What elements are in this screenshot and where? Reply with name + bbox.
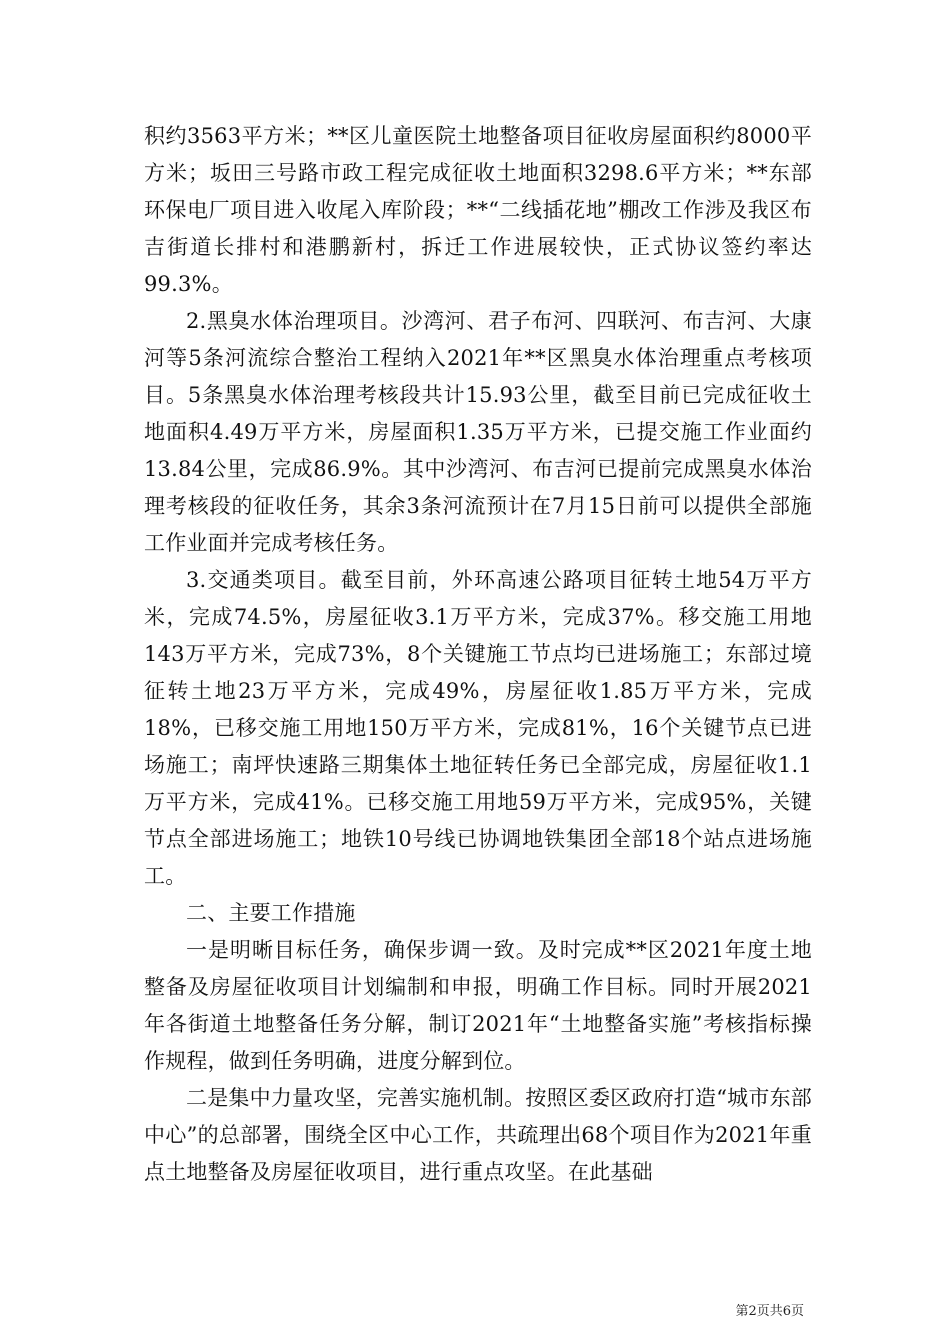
paragraph-measure-two: 二是集中力量攻坚，完善实施机制。按照区委区政府打造“城市东部中心”的总部署，围绕全区中心工作，共疏理出68个项目作为2021年重点土地整备及房屋征收项目，进行重点攻坚。在此基础 (144, 1086, 812, 1184)
page-number-footer: 第2页共6页 (735, 1304, 804, 1319)
paragraph-continuation: 积约3563平方米；**区儿童医院土地整备项目征收房屋面积约8000平方米；坂田三号路市政工程完成征收土地面积3298.6平方米；**东部环保电厂项目进入收尾入库阶段；**“二线插花地”棚改工作涉及我区布吉街道长排村和港鹏新村，拆迁工作进展较快，正式协议签约率达99.3%。 (144, 124, 812, 296)
paragraph-measure-one: 一是明晰目标任务，确保步调一致。及时完成**区2021年度土地整备及房屋征收项目计划编制和申报，明确工作目标。同时开展2021年各街道土地整备任务分解，制订2021年“土地整备实施”考核指标操作规程，做到任务明确，进度分解到位。 (144, 938, 812, 1073)
section-heading-main-measures: 二、主要工作措施 (186, 901, 356, 925)
paragraph-transport-projects: 3.交通类项目。截至目前，外环高速公路项目征转土地54万平方米，完成74.5%，房屋征收3.1万平方米，完成37%。移交施工用地143万平方米，完成73%，8个关键施工节点均已进场施工；东部过境征转土地23万平方米，完成49%，房屋征收1.85万平方米，完成18%，已移交施工用地150万平方米，完成81%，16个关键节点已进场施工；南坪快速路三期集体土地征转任务已全部完成，房屋征收1.1万平方米，完成41%。已移交施工用地59万平方米，完成95%，关键节点全部进场施工；地铁10号线已协调地铁集团全部18个站点进场施工。 (144, 568, 812, 888)
paragraph-black-odorous-water: 2.黑臭水体治理项目。沙湾河、君子布河、四联河、布吉河、大康河等5条河流综合整治工程纳入2021年**区黑臭水体治理重点考核项目。5条黑臭水体治理考核段共计15.93公里，截至目前已完成征收土地面积4.49万平方米，房屋面积1.35万平方米，已提交施工作业面约13.84公里，完成86.9%。其中沙湾河、布吉河已提前完成黑臭水体治理考核段的征收任务，其余3条河流预计在7月15日前可以提供全部施工作业面并完成考核任务。 (144, 309, 812, 555)
document-body (144, 118, 812, 1191)
